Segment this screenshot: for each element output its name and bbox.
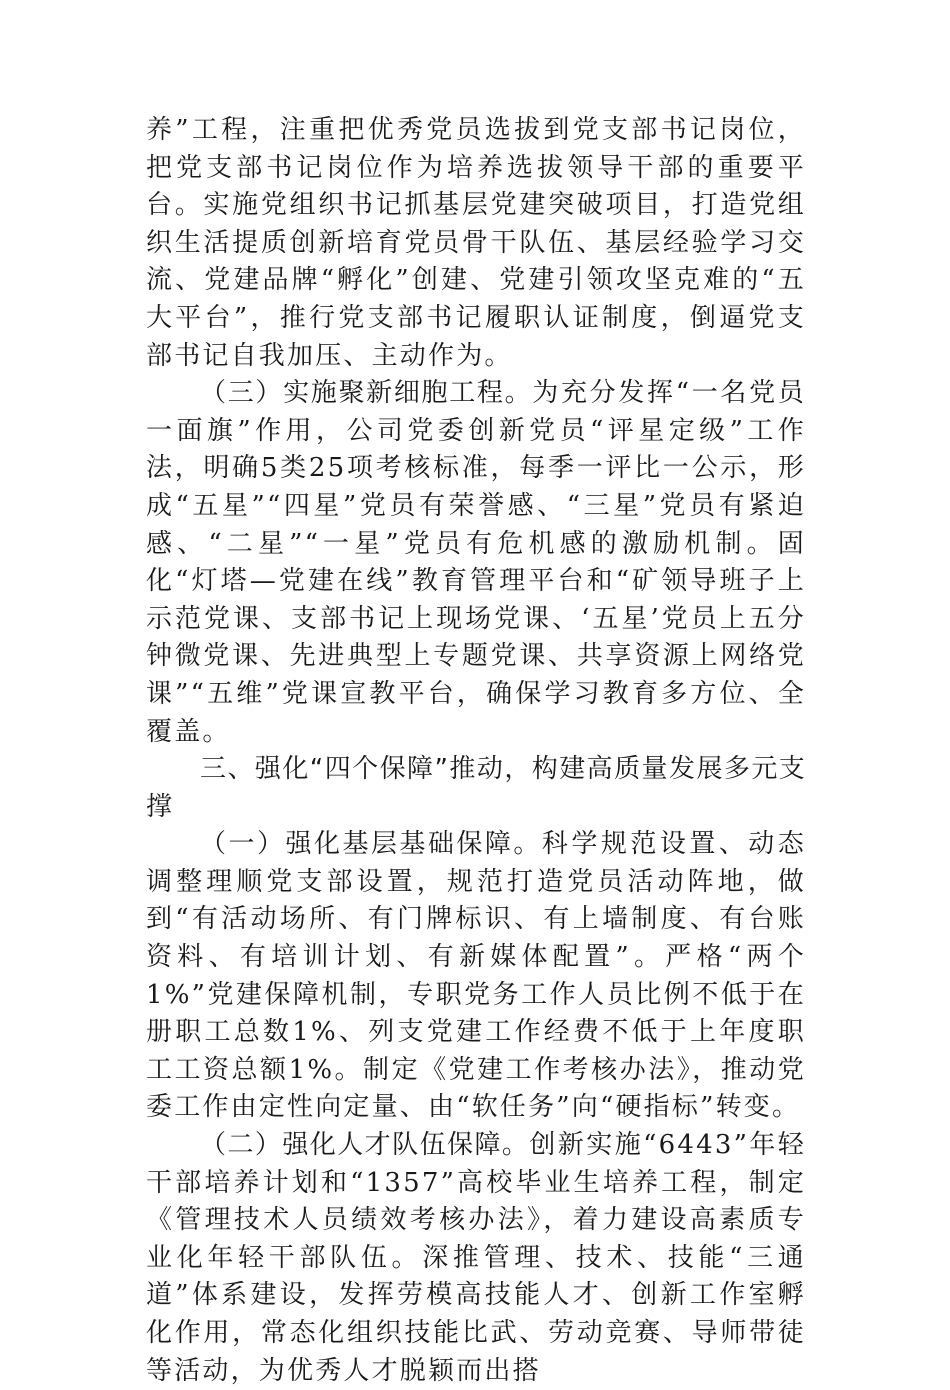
document-body	[146, 112, 806, 1390]
paragraph-lead: （三）实施聚新细胞工程。	[200, 378, 533, 409]
paragraph-new-cell-project	[146, 375, 806, 751]
paragraph-talent-project-continued	[146, 112, 806, 375]
paragraph-talent-guarantee	[146, 1127, 806, 1390]
paragraph-text: 创新实施“6443”年轻干部培养计划和“1357”高校毕业生培养工程，制定《管理技术人员绩效考核办法》，着力建设高素质专业化年轻干部队伍。深推管理、技术、技能“三通道”体系建设，发挥劳模高技能人才、创新工作室孵化作用，常态化组织技能比武、劳动竞赛、导师带徒等活动，为优秀人才脱颖而出搭	[146, 1130, 806, 1386]
paragraph-lead: （一）强化基层基础保障。	[200, 829, 542, 860]
paragraph-text: 养”工程，注重把优秀党员选拔到党支部书记岗位，把党支部书记岗位作为培养选拔领导干部的重要平台。实施党组织书记抓基层党建突破项目，打造党组织生活提质创新培育党员骨干队伍、基层经验学习交流、党建品牌“孵化”创建、党建引领攻坚克难的“五大平台”，推行党支部书记履职认证制度，倒逼党支部书记自我加压、主动作为。	[146, 115, 806, 371]
paragraph-text: 为充分发挥“一名党员一面旗”作用，公司党委创新党员“评星定级”工作法，明确5类25项考核标准，每季一评比一公示，形成“五星”“四星”党员有荣誉感、“三星”党员有紧迫感、“二星”“一星”党员有危机感的激励机制。固化“灯塔—党建在线”教育管理平台和“矿领导班子上示范党课、支部书记上现场党课、‘五星’党员上五分钟微党课、先进典型上专题党课、共享资源上网络党课”“五维”党课宣教平台，确保学习教育多方位、全覆盖。	[146, 378, 807, 747]
paragraph-text: 科学规范设置、动态调整理顺党支部设置，规范打造党员活动阵地，做到“有活动场所、有门牌标识、有上墙制度、有台账资料、有培训计划、有新媒体配置”。严格“两个1%”党建保障机制，专职党务工作人员比例不低于在册职工总数1%、列支党建工作经费不低于上年度职工工资总额1%。制定《党建工作考核办法》，推动党委工作由定性向定量、由“软任务”向“硬指标”转变。	[146, 829, 806, 1123]
paragraph-lead: （二）强化人才队伍保障。	[200, 1130, 530, 1161]
paragraph-grassroots-guarantee	[146, 826, 806, 1127]
section-heading: 三、强化“四个保障”推动，构建高质量发展多元支撑	[146, 754, 806, 822]
